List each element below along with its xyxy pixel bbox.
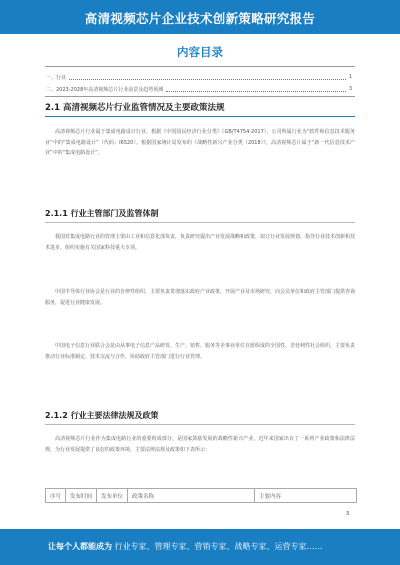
table-header-date: 发布时间 (66, 489, 97, 502)
document-title: 高清视频芯片企业技术创新策略研究报告 (84, 11, 316, 26)
toc-item-page: 1 (348, 74, 352, 80)
paragraph: 高清视频芯片行业属于集成电路设计行业。根据《中国国民经济行业分类》（GB/T4754-2017），公司所属行业为“软件和信息技术服务业”中的“集成电路设计”（代码：I6520）。根据国家统计局发布的《战略性新兴产业分类（2018）》，高清视频芯片属于“新一代信息技术产业”中的“集成电路设计”。 (45, 129, 355, 156)
paragraph: 高清视频芯片行业作为集成电路行业的重要组成部分，是国家鼓励发展的战略性新兴产业，近年来国家出台了一系列产业政策和法律法规，为行业发展提供了良好的政策环境，主要法律法规及政策如下表所示： (45, 436, 355, 453)
page-number: 3 (346, 511, 350, 517)
section-divider (45, 116, 355, 117)
section-heading: 2.1 高清视频芯片行业监管情况及主要政策法规 (45, 103, 225, 113)
bottom-banner-roles: 行业专家、管理专家、营销专家、战略专家、运营专家…… (114, 542, 323, 551)
toc-divider (45, 96, 355, 97)
table-header-policy: 政策名称 (128, 489, 255, 502)
toc-leader-dots (166, 86, 346, 92)
subsection-divider (45, 424, 355, 425)
toc-item-page: 3 (348, 86, 352, 92)
table-header-index: 序号 (46, 489, 66, 502)
bottom-banner-text (48, 541, 323, 552)
table-header-content: 主要内容 (259, 493, 282, 500)
toc-heading: 内容目录 (177, 45, 223, 59)
policy-table-header (45, 488, 357, 503)
toc-item-label: 一、行业 (46, 74, 67, 81)
subsection-divider (45, 222, 355, 223)
subsection-heading: 2.1.2 行业主要法律法规及政策 (45, 411, 159, 420)
toc-item[interactable] (46, 72, 352, 82)
paragraph: 我国对集成电路行业的管理主要由工业和信息化部负责，负责研究提出产业发展战略和政策，拟订行业发展规划，指导行业技术创新和技术进步，组织实施有关国家科技重大专项。 (45, 234, 356, 251)
paragraph: 中国电子信息行业联合会是由从事电子信息产品研发、生产、销售、服务等企事业单位自愿组成的全国性、非营利性社会组织，主要负责推动行业标准制定、技术交流与合作，协助政府主管部门进行行业管理。 (45, 343, 356, 360)
table-header-issuer: 发布单位 (97, 489, 128, 502)
paragraph: 中国半导体行业协会是行业的自律性组织，主要负责贯彻落实政府产业政策，开展产业及市场研究，向会员单位和政府主管部门提供咨询服务，促进行业健康发展。 (45, 289, 356, 306)
bottom-banner-lead: 让每个人都能成为 (48, 542, 112, 551)
toc-divider (45, 66, 355, 67)
toc-item[interactable] (46, 84, 352, 94)
toc-leader-dots (69, 74, 346, 80)
subsection-heading: 2.1.1 行业主管部门及监管体制 (45, 209, 159, 218)
toc-item-label: 二、2023-2028年高清视频芯片行业前景及趋势预测 (46, 86, 164, 93)
